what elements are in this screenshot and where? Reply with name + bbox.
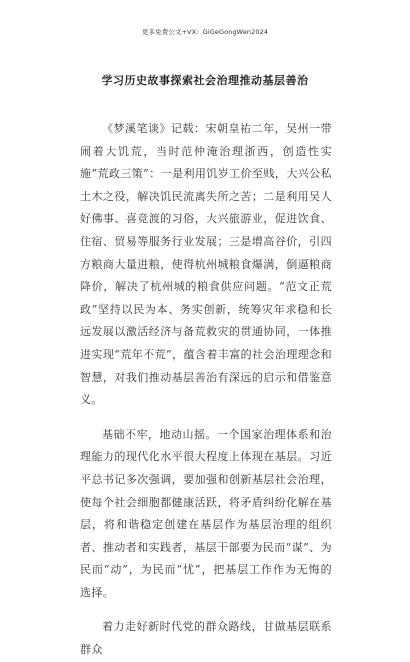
paragraph-3: 着力走好新时代党的群众路线，甘做基层联系群众 <box>80 620 332 657</box>
paragraph-1: 《梦溪笔谈》记载：宋朝皇祐二年，吴州一带闹着大饥荒，当时范仲淹治理浙西，创造性实施“荒政三策”：一是利用饥岁工价至贱，大兴公私土木之役，解决饥民流离失所之苦；二是利用吴人好佛事、喜竞渡的习俗，大兴旅游业，促进饮食、住宿、贸易等服务行业发展；三是增高谷价，引四方粮商大量进粮，使得杭州城粮食爆满，倒逼粮商降价，解决了杭州城的粮食供应问题。“范文正荒政”坚持以民为本、务实创新，统筹灾年求稳和长远发展以激活经济与备荒救灾的贯通协同，一体推进实现“荒年不荒”，蕴含着丰富的社会治理理念和智慧，对我们推动基层善治有深远的启示和借鉴意义。 <box>80 122 332 407</box>
document-title: 学习历史故事探索社会治理推动基层善治 <box>101 74 309 87</box>
document-body <box>80 118 332 662</box>
paragraph-2: 基础不牢，地动山摇。一个国家治理体系和治理能力的现代化水平很大程度上体现在基层。习近平总书记多次强调，要加强和创新基层社会治理，使每个社会细胞都健康活跃，将矛盾纠纷化解在基层，将和谐稳定创建在基层作为基层治理的组织者、推动者和实践者，基层干部要为民而“谋”、为民而“动”，为民而“忧”，把基层工作作为无悔的选择。 <box>80 427 332 599</box>
header-note: 更多免费公文+VX：GiGeGongWen2024 <box>141 28 269 36</box>
